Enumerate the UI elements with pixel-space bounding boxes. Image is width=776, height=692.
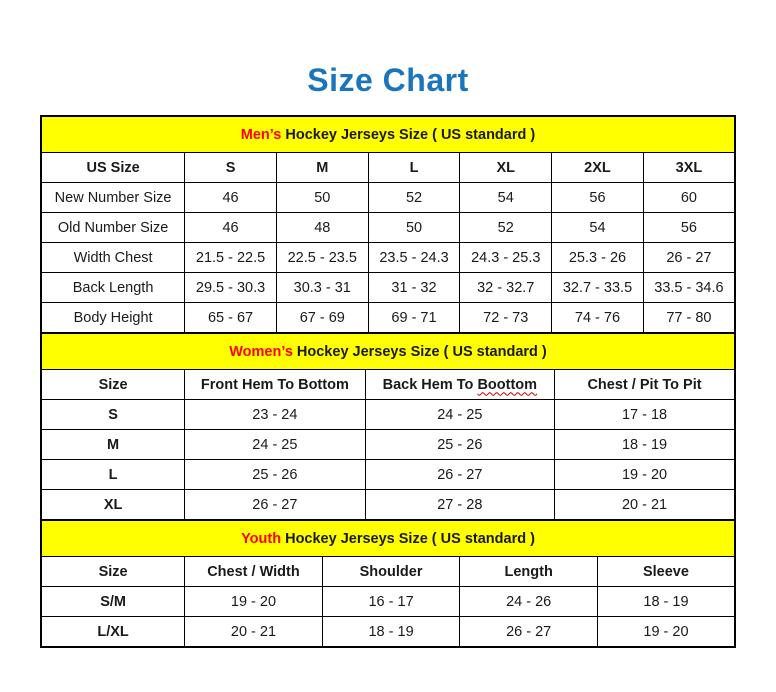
size-value: 20 - 21 (555, 490, 735, 521)
header-text: Length (504, 563, 553, 580)
youth-row (41, 587, 735, 617)
row-label: S/M (41, 587, 185, 617)
size-value: 46 (185, 183, 277, 213)
size-value: 17 - 18 (555, 400, 735, 430)
mens-column-header (276, 153, 368, 183)
row-label: New Number Size (41, 183, 185, 213)
size-value: 31 - 32 (368, 273, 460, 303)
header-text: 2XL (584, 159, 611, 176)
header-text: Size (98, 563, 128, 580)
size-value: 50 (276, 183, 368, 213)
youth-row (41, 617, 735, 648)
size-value: 19 - 20 (555, 460, 735, 490)
mens-column-header (185, 153, 277, 183)
womens-column-header (365, 370, 554, 400)
mens-row (41, 273, 735, 303)
size-value: 24 - 25 (365, 400, 554, 430)
caption-text: Hockey Jerseys Size ( US standard ) (292, 343, 547, 360)
size-value: 46 (185, 213, 277, 243)
page-title: Size Chart (307, 62, 469, 98)
size-value: 56 (643, 213, 735, 243)
size-value: 20 - 21 (185, 617, 323, 648)
size-value: 26 - 27 (460, 617, 598, 648)
size-value: 24.3 - 25.3 (460, 243, 552, 273)
size-value: 72 - 73 (460, 303, 552, 334)
header-text: S (225, 159, 236, 176)
mens-column-header (643, 153, 735, 183)
size-value: 29.5 - 30.3 (185, 273, 277, 303)
header-text: XL (496, 159, 515, 176)
size-value: 26 - 27 (185, 490, 365, 521)
header-text: Chest / Width (207, 563, 300, 580)
size-value: 54 (552, 213, 644, 243)
size-value: 23.5 - 24.3 (368, 243, 460, 273)
size-value: 33.5 - 34.6 (643, 273, 735, 303)
header-text: Back Hem To (382, 376, 478, 393)
youth-size-table (40, 519, 736, 648)
womens-size-table (40, 332, 736, 521)
size-value: 18 - 19 (597, 587, 735, 617)
row-label: L (41, 460, 185, 490)
caption-highlight: Men’s (240, 126, 282, 143)
womens-caption (41, 333, 735, 370)
size-value: 27 - 28 (365, 490, 554, 521)
womens-column-header (41, 370, 185, 400)
size-value: 22.5 - 23.5 (276, 243, 368, 273)
size-tables (40, 115, 736, 648)
youth-column-header (460, 557, 598, 587)
row-label: Width Chest (41, 243, 185, 273)
womens-row (41, 430, 735, 460)
womens-row (41, 400, 735, 430)
size-value: 48 (276, 213, 368, 243)
size-value: 32 - 32.7 (460, 273, 552, 303)
row-label: L/XL (41, 617, 185, 648)
womens-column-header (555, 370, 735, 400)
size-value: 26 - 27 (643, 243, 735, 273)
caption-highlight: Women’s (229, 343, 293, 360)
mens-column-header (41, 153, 185, 183)
size-value: 21.5 - 22.5 (185, 243, 277, 273)
row-label: Old Number Size (41, 213, 185, 243)
youth-column-header (185, 557, 323, 587)
mens-row (41, 183, 735, 213)
misspelled-word: Boottom (477, 376, 538, 393)
header-text: Chest / Pit To Pit (587, 376, 702, 393)
size-value: 19 - 20 (597, 617, 735, 648)
mens-caption (41, 116, 735, 153)
size-value: 23 - 24 (185, 400, 365, 430)
caption-text: Hockey Jerseys Size ( US standard ) (281, 530, 535, 547)
size-value: 16 - 17 (322, 587, 460, 617)
size-value: 25 - 26 (185, 460, 365, 490)
mens-row (41, 243, 735, 273)
size-value: 56 (552, 183, 644, 213)
womens-column-header (185, 370, 365, 400)
size-value: 32.7 - 33.5 (552, 273, 644, 303)
size-value: 65 - 67 (185, 303, 277, 334)
size-value: 24 - 25 (185, 430, 365, 460)
size-value: 77 - 80 (643, 303, 735, 334)
row-label: Body Height (41, 303, 185, 334)
mens-row (41, 213, 735, 243)
youth-column-header (41, 557, 185, 587)
header-text: Front Hem To Bottom (200, 376, 349, 393)
youth-caption (41, 520, 735, 557)
size-value: 54 (460, 183, 552, 213)
mens-column-header (460, 153, 552, 183)
size-value: 69 - 71 (368, 303, 460, 334)
header-text: US Size (86, 159, 140, 176)
size-value: 19 - 20 (185, 587, 323, 617)
mens-size-table (40, 115, 736, 334)
size-value: 67 - 69 (276, 303, 368, 334)
womens-row (41, 490, 735, 521)
row-label: XL (41, 490, 185, 521)
size-value: 52 (460, 213, 552, 243)
row-label: M (41, 430, 185, 460)
size-value: 18 - 19 (322, 617, 460, 648)
mens-column-header (552, 153, 644, 183)
size-value: 52 (368, 183, 460, 213)
header-text: L (409, 159, 419, 176)
header-text: Size (98, 376, 128, 393)
size-value: 24 - 26 (460, 587, 598, 617)
size-value: 25 - 26 (365, 430, 554, 460)
size-value: 60 (643, 183, 735, 213)
row-label: S (41, 400, 185, 430)
row-label: Back Length (41, 273, 185, 303)
size-value: 25.3 - 26 (552, 243, 644, 273)
size-value: 26 - 27 (365, 460, 554, 490)
mens-column-header (368, 153, 460, 183)
caption-highlight: Youth (241, 530, 282, 547)
size-value: 50 (368, 213, 460, 243)
size-value: 74 - 76 (552, 303, 644, 334)
header-text: M (316, 159, 329, 176)
caption-text: Hockey Jerseys Size ( US standard ) (281, 126, 536, 143)
header-text: Shoulder (359, 563, 423, 580)
size-value: 18 - 19 (555, 430, 735, 460)
header-text: 3XL (675, 159, 703, 176)
mens-row (41, 303, 735, 334)
header-text: Sleeve (642, 563, 689, 580)
youth-column-header (597, 557, 735, 587)
youth-column-header (322, 557, 460, 587)
womens-row (41, 460, 735, 490)
size-value: 30.3 - 31 (276, 273, 368, 303)
